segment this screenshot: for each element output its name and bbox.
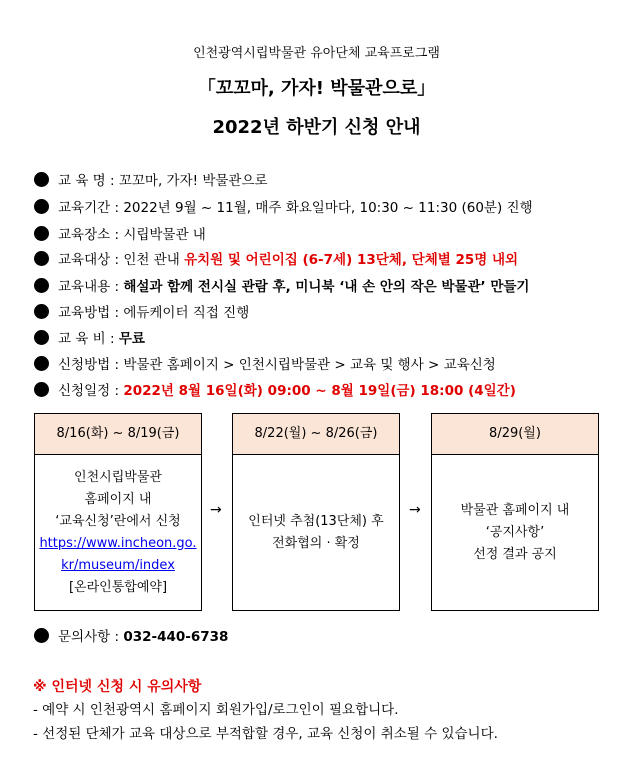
item-contact	[34, 625, 228, 645]
item-schedule	[34, 379, 516, 399]
flow-step-text: 박물관 홈페이지 내	[460, 502, 570, 518]
item-label: 신청방법 :	[58, 357, 120, 373]
flow-step-text: 인터넷 추첨(13단체) 후	[248, 513, 384, 529]
flow-step-text: 선정 결과 공지	[473, 546, 557, 562]
flow-step-date: 8/29(월)	[432, 414, 598, 455]
item-value: 무료	[118, 331, 145, 347]
contact-phone: 032-440-6738	[123, 629, 229, 645]
item-value: 에듀케이터 직접 진행	[123, 305, 250, 321]
notice-line: - 예약 시 인천광역시 홈페이지 회원가입/로그인이 필요합니다.	[33, 702, 399, 718]
flow-step-text: ‘공지사항’	[485, 524, 545, 540]
flow-step-text: 홈페이지 내	[84, 491, 152, 507]
item-label: 문의사항 :	[58, 629, 120, 645]
flow-step-text: 전화협의 · 확정	[272, 535, 360, 551]
bullet-icon	[34, 382, 49, 397]
flow-step-text: [온라인통합예약]	[68, 579, 168, 595]
arrow-right-icon: →	[210, 502, 222, 518]
item-content	[34, 275, 529, 295]
page-title: 「꼬꼬마, 가자! 박물관으로」	[197, 78, 436, 99]
flow-step-announce	[431, 413, 599, 611]
bullet-icon	[34, 226, 49, 241]
bullet-icon	[34, 356, 49, 371]
item-method	[34, 301, 249, 321]
bullet-icon	[34, 304, 49, 319]
item-name	[34, 169, 268, 189]
notice-title: ※ 인터넷 신청 시 유의사항	[33, 679, 202, 695]
item-label: 교육장소 :	[58, 227, 120, 243]
item-value: 시립박물관 내	[123, 227, 206, 243]
item-value: 박물관 홈페이지 > 인천시립박물관 > 교육 및 행사 > 교육신청	[123, 357, 496, 373]
item-place	[34, 223, 206, 243]
item-apply-method	[34, 353, 496, 373]
flow-step-lottery	[232, 413, 400, 611]
program-subtitle: 인천광역시립박물관 유아단체 교육프로그램	[193, 46, 440, 61]
bullet-icon	[34, 628, 49, 643]
museum-link[interactable]: kr/museum/index	[61, 557, 175, 573]
flow-step-text: ‘교육신청’란에서 신청	[55, 513, 181, 529]
item-value-highlight: 유치원 및 어린이집 (6-7세) 13단체, 단체별 25명 내외	[184, 252, 519, 268]
item-value: 2022년 9월 ~ 11월, 매주 화요일마다, 10:30 ~ 11:30 (60분) 진행	[123, 200, 533, 216]
flow-step-text: 인천시립박물관	[74, 469, 162, 485]
bullet-icon	[34, 251, 49, 266]
arrow-right-icon: →	[409, 502, 421, 518]
item-label: 교육방법 :	[58, 305, 120, 321]
item-label: 신청일정 :	[58, 383, 120, 399]
item-label: 교육내용 :	[58, 279, 120, 295]
bullet-icon	[34, 199, 49, 214]
flow-step-apply	[34, 413, 202, 611]
bullet-icon	[34, 330, 49, 345]
page-subtitle-year: 2022년 하반기 신청 안내	[212, 117, 421, 138]
notice-line: - 선정된 단체가 교육 대상으로 부적합할 경우, 교육 신청이 취소될 수 있습니다.	[33, 726, 498, 742]
item-target	[34, 248, 518, 268]
flow-step-date: 8/16(화) ~ 8/19(금)	[35, 414, 201, 455]
item-value: 2022년 8월 16일(화) 09:00 ~ 8월 19일(금) 18:00 (4일간)	[123, 383, 516, 399]
museum-link[interactable]: https://www.incheon.go.	[39, 535, 197, 551]
item-label: 교육대상 :	[58, 252, 120, 268]
bullet-icon	[34, 278, 49, 293]
item-label: 교 육 명 :	[58, 173, 115, 189]
item-value: 인천 관내	[123, 252, 185, 268]
item-value: 꼬꼬마, 가자! 박물관으로	[118, 173, 268, 189]
item-label: 교육기간 :	[58, 200, 120, 216]
flow-step-date: 8/22(월) ~ 8/26(금)	[233, 414, 399, 455]
item-label: 교 육 비 :	[58, 331, 115, 347]
item-value: 해설과 함께 전시실 관람 후, 미니북 ‘내 손 안의 작은 박물관’ 만들기	[123, 279, 530, 295]
bullet-icon	[34, 172, 49, 187]
item-fee	[34, 327, 145, 347]
item-period	[34, 196, 533, 216]
